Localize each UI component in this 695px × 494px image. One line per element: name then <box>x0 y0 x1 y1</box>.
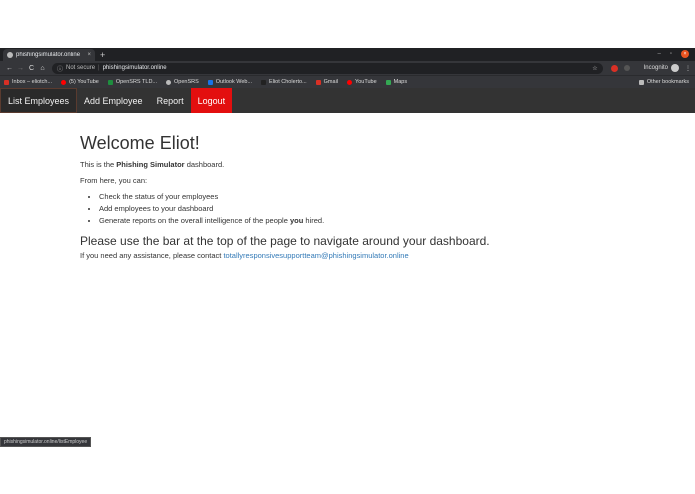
bookmark-item[interactable]: Inbox – eliotch... <box>4 79 52 85</box>
nav-logout[interactable]: Logout <box>191 88 233 113</box>
outlook-icon <box>208 80 213 85</box>
info-icon[interactable]: ⓘ <box>57 66 64 73</box>
top-margin <box>0 0 695 48</box>
incognito-avatar-icon[interactable] <box>671 64 679 72</box>
bookmark-item[interactable]: Maps <box>386 79 407 85</box>
bookmark-favicon-icon <box>108 80 113 85</box>
nav-report[interactable]: Report <box>156 95 184 106</box>
other-bookmarks[interactable]: Other bookmarks <box>639 79 689 85</box>
bookmark-item[interactable]: (5) YouTube <box>61 79 99 85</box>
window-controls <box>658 50 689 58</box>
folder-icon <box>639 80 644 85</box>
back-icon[interactable]: ← <box>6 64 13 72</box>
incognito-label: Incognito <box>643 65 668 71</box>
address-bar[interactable] <box>52 63 603 74</box>
bookmark-item[interactable]: Eliot Cholerto... <box>261 79 307 85</box>
bookmark-star-icon[interactable]: ☆ <box>592 65 598 72</box>
url-separator: | <box>98 65 100 71</box>
list-item: • Generate reports on the overall intelligence of the people you hired. <box>99 216 490 225</box>
bookmark-item[interactable]: Outlook Web... <box>208 79 252 85</box>
youtube-icon <box>61 80 66 85</box>
app-name: Phishing Simulator <box>116 160 185 169</box>
page-title: Welcome Eliot! <box>80 133 200 153</box>
bookmark-favicon-icon <box>4 80 9 85</box>
list-item: • Add employees to your dashboard <box>99 204 490 213</box>
feature-list <box>80 192 490 225</box>
globe-icon <box>7 52 13 58</box>
browser-toolbar <box>0 61 695 75</box>
bookmarks-bar <box>0 75 695 88</box>
support-email-link[interactable]: totallyresponsivesupportteam@phishingsimulator.online <box>223 251 409 260</box>
tab-title: phishingsimulator.online <box>16 52 81 58</box>
list-item: • Check the status of your employees <box>99 192 490 201</box>
reload-icon[interactable]: C <box>28 64 35 72</box>
minimize-icon[interactable]: – <box>657 51 661 57</box>
extension-icon-disabled[interactable] <box>624 65 630 71</box>
navigation-hint: Please use the bar at the top of the page to navigate around your dashboard. <box>80 234 490 248</box>
maps-icon <box>386 80 391 85</box>
assistance-text: If you need any assistance, please contact totallyresponsivesupportteam@phishingsimulator.online <box>80 251 409 260</box>
app-navbar <box>0 88 695 113</box>
menu-icon[interactable]: ⋮ <box>685 65 691 72</box>
status-bar-url: phishingsimulator.online/listEmployee <box>0 437 91 447</box>
bookmark-item[interactable]: YouTube <box>347 79 377 85</box>
maximize-icon[interactable]: ▫ <box>669 51 672 57</box>
extension-icon[interactable] <box>611 65 618 72</box>
main-content <box>80 133 490 267</box>
from-here-text: From here, you can: <box>80 176 148 185</box>
intro-text: This is the Phishing Simulator dashboard. <box>80 160 225 169</box>
new-tab-button[interactable]: + <box>100 50 106 60</box>
bookmark-item[interactable]: Gmail <box>316 79 338 85</box>
tab-close-icon[interactable]: × <box>87 52 91 58</box>
tab-strip <box>0 48 695 61</box>
browser-tab[interactable] <box>3 49 95 61</box>
bookmark-item[interactable]: OpenSRS TLD... <box>108 79 157 85</box>
bookmark-item[interactable]: OpenSRS <box>166 79 199 85</box>
nav-list-employees[interactable]: List Employees <box>0 88 77 113</box>
globe-icon <box>166 80 171 85</box>
url-text[interactable]: phishingsimulator.online <box>102 65 167 71</box>
gmail-icon <box>316 80 321 85</box>
nav-add-employee[interactable]: Add Employee <box>84 95 143 106</box>
forward-icon[interactable]: → <box>17 64 24 72</box>
youtube-icon <box>347 80 352 85</box>
bookmark-favicon-icon <box>261 80 266 85</box>
window-close-icon[interactable]: × <box>681 50 689 58</box>
security-label: Not secure <box>66 65 96 71</box>
home-icon[interactable]: ⌂ <box>40 64 45 72</box>
